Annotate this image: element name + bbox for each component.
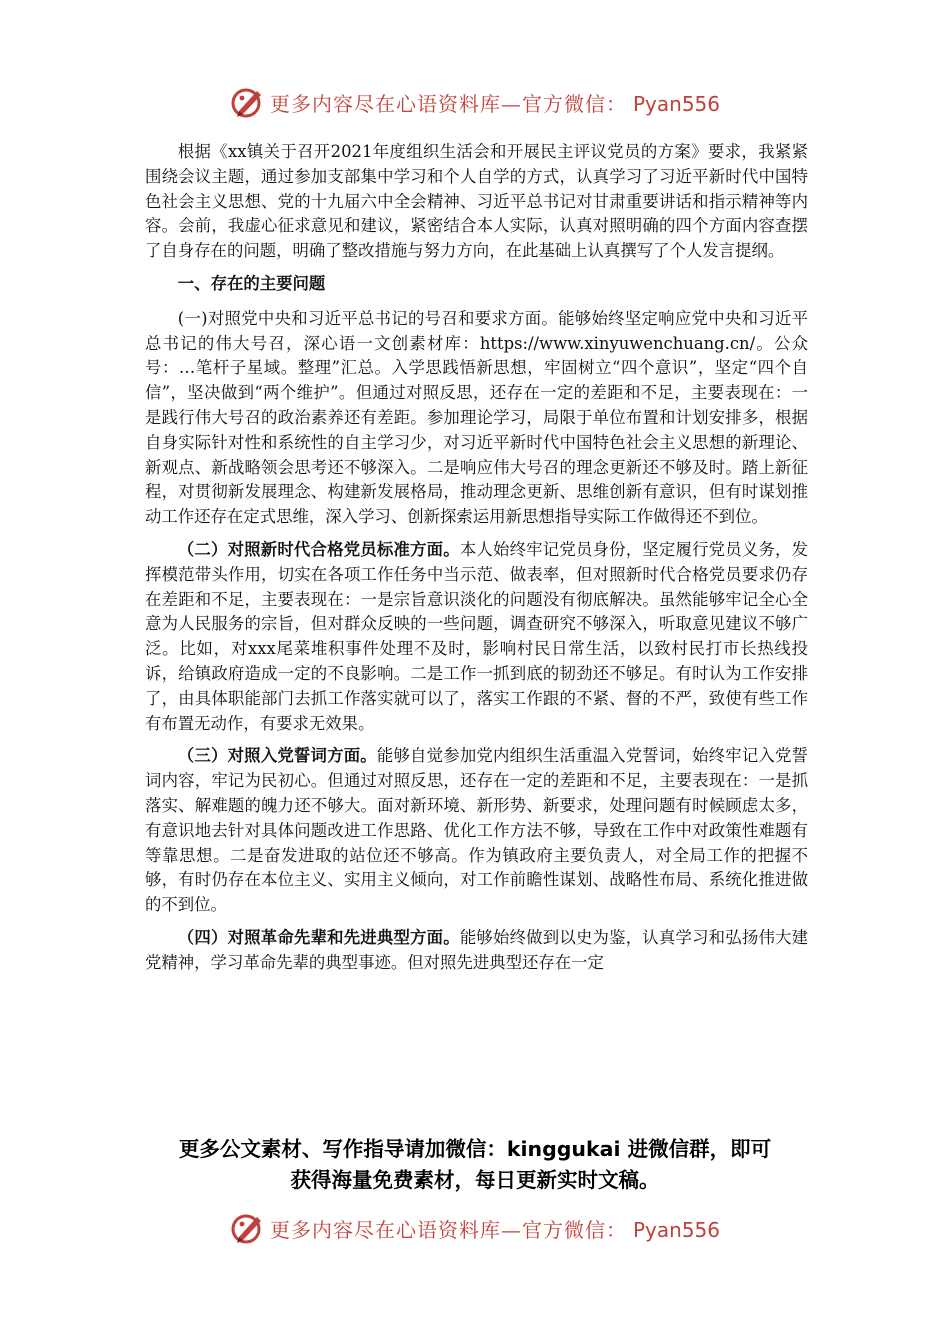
pen-logo-icon [230, 84, 266, 120]
promo-text [100, 1134, 850, 1196]
header-banner-text [270, 88, 720, 117]
section-heading-problems: 一、存在的主要问题 [177, 273, 326, 293]
website-link[interactable]: https://www.xinyuwenchuang.cn/ [479, 333, 756, 353]
header-wechat-id: Pyan556 [632, 91, 720, 116]
paragraph-section-4 [145, 926, 808, 976]
header-banner-label: 更多内容尽在心语资料库—官方微信： [269, 91, 627, 116]
footer-banner-text [270, 1214, 720, 1243]
intro-paragraph: 根据《xx镇关于召开2021年度组织生活会和开展民主评议党员的方案》要求，我紧紧围绕会议主题，通过参加支部集中学习和个人自学的方式，认真学习了习近平新时代中国特色社会主义思想、党的十九届六中全会精神、习近平总书记对甘肃重要讲话和指示精神等内容。会前，我虚心征求意见和建议，紧密结合本人实际，认真对照明确的四个方面内容查摆了自身存在的问题，明确了整改措施与努力方向，在此基础上认真撰写了个人发言提纲。 [145, 142, 808, 261]
section-4-body: 能够始终做到以史为鉴，认真学习和弘扬伟大建党精神，学习革命先辈的典型事迹。但对照先进典型还存在一定 [145, 927, 809, 972]
section-1-body-b: 。公众号：…笔杆子星域。整理”汇总。入学思践悟新思想，牢固树立“四个意识”，坚定“四个自信”，坚决做到“两个维护”。但通过对照反思，还存在一定的差距和不足，主要表现在：一是践行伟大号召的政治素养还有差距。参加理论学习，局限于单位布置和计划安排多，根据自身实际针对性和系统性的自主学习少，对习近平新时代中国特色社会主义思想的新理论、新观点、新战略领会思考还不够深入。二是响应伟大号召的理念更新还不够及时。踏上新征程，对贯彻新发展理念、构建新发展格局，推动理念更新、思维创新有意识，但有时谋划推动工作还存在定式思维，深入学习、创新探索运用新思想指导实际工作做得还不到位。 [145, 333, 809, 527]
promo-line-2: 获得海量免费素材，每日更新实时文稿。 [290, 1168, 660, 1192]
section-1-body-a: 能够始终坚定响应党中央和习近平总书记的伟大号召，深心语一文创素材库： [145, 308, 809, 353]
paragraph-section-3 [145, 744, 808, 918]
footer-banner [0, 1206, 950, 1250]
header-banner [0, 80, 950, 124]
section-4-title: （四）对照革命先辈和先进典型方面。 [177, 927, 460, 947]
paragraph-section-2 [145, 538, 808, 736]
footer-wechat-id: Pyan556 [632, 1217, 720, 1242]
section-3-body: 能够自觉参加党内组织生活重温入党誓词，始终牢记入党誓词内容，牢记为民初心。但通过对照反思，还存在一定的差距和不足，主要表现在：一是抓落实、解难题的魄力还不够大。面对新环境、新形势、新要求，处理问题有时候顾虑太多，有意识地去针对具体问题改进工作思路、优化工作方法不够，导致在工作中对政策性难题有等靠思想。二是奋发进取的站位还不够高。作为镇政府主要负责人，对全局工作的把握不够，有时仍存在本位主义、实用主义倾向，对工作前瞻性谋划、战略性布局、系统化推进做的不到位。 [145, 746, 809, 915]
section-2-body: 本人始终牢记党员身份，坚定履行党员义务，发挥模范带头作用，切实在各项工作任务中当示范、做表率，但对照新时代合格党员要求仍存在差距和不足，主要表现在：一是宗旨意识淡化的问题没有彻底解决。虽然能够牢记全心全意为人民服务的宗旨，但对群众反映的一些问题，调查研究不够深入，听取意见建议不够广泛。比如，对xxx尾菜堆积事件处理不及时，影响村民日常生活，以致村民打市长热线投诉，给镇政府造成一定的不良影响。二是工作一抓到底的韧劲还不够足。有时认为工作安排了，由具体职能部门去抓工作落实就可以了，落实工作跟的不紧、督的不严，致使有些工作有布置无动作，有要求无效果。 [145, 539, 809, 733]
footer-banner-label: 更多内容尽在心语资料库—官方微信： [269, 1217, 627, 1242]
section-3-title: （三）对照入党誓词方面。 [177, 746, 377, 766]
promo-line-1: 更多公文素材、写作指导请加微信：kinggukai 进微信群，即可 [178, 1137, 772, 1161]
pen-logo-icon [230, 1210, 266, 1246]
section-2-title: （二）对照新时代合格党员标准方面。 [177, 539, 460, 559]
paragraph-section-1 [145, 307, 808, 530]
section-1-title: (一)对照党中央和习近平总书记的号召和要求方面。 [177, 308, 559, 328]
document-body [145, 140, 808, 984]
